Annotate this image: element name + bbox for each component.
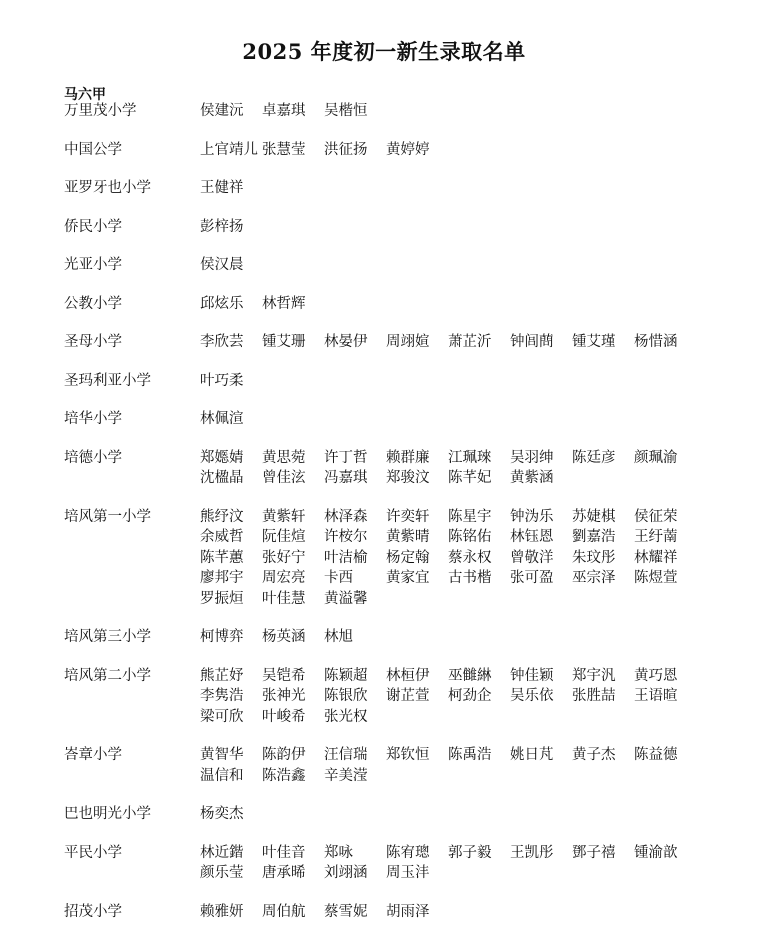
student-name: 柯博弈	[200, 629, 244, 645]
school-name: 培华小学	[64, 411, 122, 427]
student-name: 林泽森	[324, 508, 368, 525]
student-name: 柯劲企	[448, 688, 492, 704]
student-name: 曾敬洋	[510, 549, 554, 566]
student-name: 辛美滢	[324, 767, 368, 784]
student-name: 梁可欣	[200, 708, 244, 725]
school-entry	[64, 507, 744, 610]
student-name: 侯建沅	[200, 103, 244, 119]
student-name: 陈浩鑫	[262, 767, 306, 784]
student-name: 江珮琜	[448, 449, 492, 466]
student-name: 陈煜萱	[634, 570, 678, 586]
student-name: 冯嘉琪	[324, 470, 368, 486]
student-name: 张神光	[262, 688, 306, 704]
student-name: 叶洁榆	[324, 549, 368, 566]
student-name: 陈禹浩	[448, 747, 492, 763]
student-name: 叶巧柔	[200, 372, 244, 389]
student-name: 刘翊涵	[324, 865, 368, 881]
student-list	[200, 843, 696, 884]
student-name: 叶佳音	[262, 844, 306, 861]
student-name: 蔡永权	[448, 549, 492, 566]
student-list	[200, 294, 696, 315]
school-entry	[64, 666, 744, 728]
student-list	[200, 178, 696, 199]
student-name: 陈宥璁	[386, 844, 430, 861]
student-name: 杨定翰	[386, 549, 430, 566]
student-name: 林哲辉	[262, 295, 306, 312]
school-entry	[64, 294, 744, 315]
school-entry	[64, 101, 744, 122]
school-name: 万里茂小学	[64, 103, 137, 119]
school-name: 培风第一小学	[64, 508, 151, 525]
school-entry	[64, 843, 744, 884]
student-name: 王纡萳	[634, 529, 678, 545]
student-name: 巫雠綝	[448, 667, 492, 684]
student-list	[200, 804, 696, 825]
student-list	[200, 627, 696, 648]
student-name: 吴乐依	[510, 688, 554, 704]
student-list	[200, 666, 696, 728]
student-name: 林晏伊	[324, 334, 368, 350]
student-name: 劉嘉浩	[572, 529, 616, 545]
student-name: 王凯彤	[510, 844, 554, 861]
student-name: 黄溢馨	[324, 590, 368, 607]
student-name: 周伯航	[262, 903, 306, 920]
student-name: 郑咏	[324, 844, 353, 861]
student-name: 彭梓扬	[200, 218, 244, 235]
school-name: 平民小学	[64, 844, 122, 861]
student-name: 上官靖儿	[200, 141, 258, 158]
student-name: 王健祥	[200, 180, 244, 196]
school-name: 培德小学	[64, 449, 122, 466]
student-name: 林钰恩	[510, 529, 554, 545]
student-name: 吴羽绅	[510, 449, 554, 466]
school-entry	[64, 140, 744, 161]
student-name: 杨奕杰	[200, 806, 244, 822]
student-name: 陈铭佑	[448, 529, 492, 545]
student-name: 张光权	[324, 708, 368, 725]
school-entry	[64, 745, 744, 786]
student-name: 萧芷沂	[448, 334, 492, 350]
student-name: 熊芷妤	[200, 667, 244, 684]
student-list	[200, 507, 696, 610]
student-list	[200, 448, 696, 489]
student-list	[200, 902, 696, 923]
student-name: 陈芊妃	[448, 470, 492, 486]
student-name: 鄧子禧	[572, 844, 616, 861]
student-name: 陈韵伊	[262, 747, 306, 763]
student-name: 汪信瑞	[324, 747, 368, 763]
student-name: 胡雨泽	[386, 903, 430, 920]
student-name: 古书楷	[448, 570, 492, 586]
student-name: 谢芷萱	[386, 688, 430, 704]
student-name: 王语暄	[634, 688, 678, 704]
school-entry	[64, 371, 744, 392]
school-name: 中国公学	[64, 141, 122, 158]
student-list	[200, 140, 696, 161]
student-name: 黄巧恩	[634, 667, 678, 684]
student-name: 黄思菀	[262, 449, 306, 466]
student-name: 周翊媗	[386, 334, 430, 350]
school-entry	[64, 217, 744, 238]
student-name: 赖雅妍	[200, 903, 244, 920]
student-name: 陈廷彦	[572, 449, 616, 466]
student-name: 侯征荣	[634, 508, 678, 525]
student-name: 卓嘉琪	[262, 103, 306, 119]
school-entry	[64, 804, 744, 825]
school-entry	[64, 902, 744, 923]
student-name: 张好宁	[262, 549, 306, 566]
school-entry	[64, 178, 744, 199]
student-name: 许桉尔	[324, 529, 368, 545]
student-name: 黄紫轩	[262, 508, 306, 525]
student-name: 阮佳煊	[262, 529, 306, 545]
student-list	[200, 332, 696, 353]
school-name: 峇章小学	[64, 747, 122, 763]
student-name: 黄家宜	[386, 570, 430, 586]
region-heading: 马六甲	[64, 87, 106, 103]
school-entry	[64, 627, 744, 648]
student-name: 林耀祥	[634, 549, 678, 566]
student-name: 锺艾瑾	[572, 334, 616, 350]
student-name: 巫宗泽	[572, 570, 616, 586]
school-name: 圣玛利亚小学	[64, 372, 151, 389]
student-name: 周宏亮	[262, 570, 306, 586]
student-name: 许奕轩	[386, 508, 430, 525]
student-name: 钟佳颖	[510, 667, 554, 684]
student-name: 唐承晞	[262, 865, 306, 881]
student-name: 林近鍇	[200, 844, 244, 861]
student-name: 黄紫涵	[510, 470, 554, 486]
student-list	[200, 101, 696, 122]
student-name: 余威哲	[200, 529, 244, 545]
student-name: 周玉沣	[386, 865, 430, 881]
school-name: 圣母小学	[64, 334, 122, 350]
school-name: 巴也明光小学	[64, 806, 151, 822]
student-name: 李隽浩	[200, 688, 244, 704]
school-name: 培风第二小学	[64, 667, 151, 684]
student-name: 陈银欣	[324, 688, 368, 704]
student-name: 沈楹晶	[200, 470, 244, 486]
student-name: 吴楷恒	[324, 103, 368, 119]
school-entry	[64, 448, 744, 489]
student-list	[200, 409, 696, 430]
student-name: 黄智华	[200, 747, 244, 763]
page-title: 2025 年度初一新生录取名单	[242, 39, 526, 64]
school-name: 公教小学	[64, 295, 122, 312]
student-name: 姚日芃	[510, 747, 554, 763]
student-name: 林佩渲	[200, 411, 244, 427]
student-name: 赖群廉	[386, 449, 430, 466]
student-name: 杨英涵	[262, 629, 306, 645]
student-list	[200, 745, 696, 786]
student-name: 侯汉晨	[200, 257, 244, 273]
school-name: 光亚小学	[64, 257, 122, 273]
student-name: 黄子杰	[572, 747, 616, 763]
student-name: 许丁哲	[324, 449, 368, 466]
student-name: 钟沩乐	[510, 508, 554, 525]
student-name: 郑嫕婧	[200, 449, 244, 466]
student-name: 颜乐莹	[200, 865, 244, 881]
student-name: 曾佳泫	[262, 470, 306, 486]
student-name: 黄紫晴	[386, 529, 430, 545]
student-name: 林旭	[324, 629, 353, 645]
student-name: 张可盈	[510, 570, 554, 586]
student-name: 郑骏汶	[386, 470, 430, 486]
student-list	[200, 255, 696, 276]
school-entry	[64, 332, 744, 353]
student-name: 吴铠希	[262, 667, 306, 684]
student-name: 陈星宇	[448, 508, 492, 525]
student-name: 陈颖超	[324, 667, 368, 684]
school-entry	[64, 409, 744, 430]
student-name: 郭子毅	[448, 844, 492, 861]
student-name: 颜珮渝	[634, 449, 678, 466]
student-name: 熊纾汶	[200, 508, 244, 525]
student-name: 苏婕棋	[572, 508, 616, 525]
student-name: 温信和	[200, 767, 244, 784]
student-name: 张胜喆	[572, 688, 616, 704]
student-name: 林桓伊	[386, 667, 430, 684]
school-name: 招茂小学	[64, 903, 122, 920]
student-name: 卡西	[324, 570, 353, 586]
student-list	[200, 217, 696, 238]
student-name: 锺艾珊	[262, 334, 306, 350]
school-name: 侨民小学	[64, 218, 122, 235]
student-name: 张慧莹	[262, 141, 306, 158]
student-name: 陈益德	[634, 747, 678, 763]
student-name: 锺渝歆	[634, 844, 678, 861]
student-name: 黄婷婷	[386, 141, 430, 158]
student-name: 叶峻希	[262, 708, 306, 725]
student-name: 洪征扬	[324, 141, 368, 158]
school-list	[64, 101, 744, 940]
student-name: 邱炫乐	[200, 295, 244, 312]
student-name: 朱玟彤	[572, 549, 616, 566]
student-name: 杨惜涵	[634, 334, 678, 350]
student-name: 罗振烜	[200, 590, 244, 607]
student-name: 李欣芸	[200, 334, 244, 350]
student-name: 郑宇汎	[572, 667, 616, 684]
student-name: 蔡雪妮	[324, 903, 368, 920]
student-name: 廖邦宇	[200, 570, 244, 586]
student-name: 叶佳慧	[262, 590, 306, 607]
school-entry	[64, 255, 744, 276]
student-name: 钟闾蔄	[510, 334, 554, 350]
student-name: 陈芊蕙	[200, 549, 244, 566]
school-name: 培风第三小学	[64, 629, 151, 645]
student-list	[200, 371, 696, 392]
school-name: 亚罗牙也小学	[64, 180, 151, 196]
student-name: 郑钦恒	[386, 747, 430, 763]
